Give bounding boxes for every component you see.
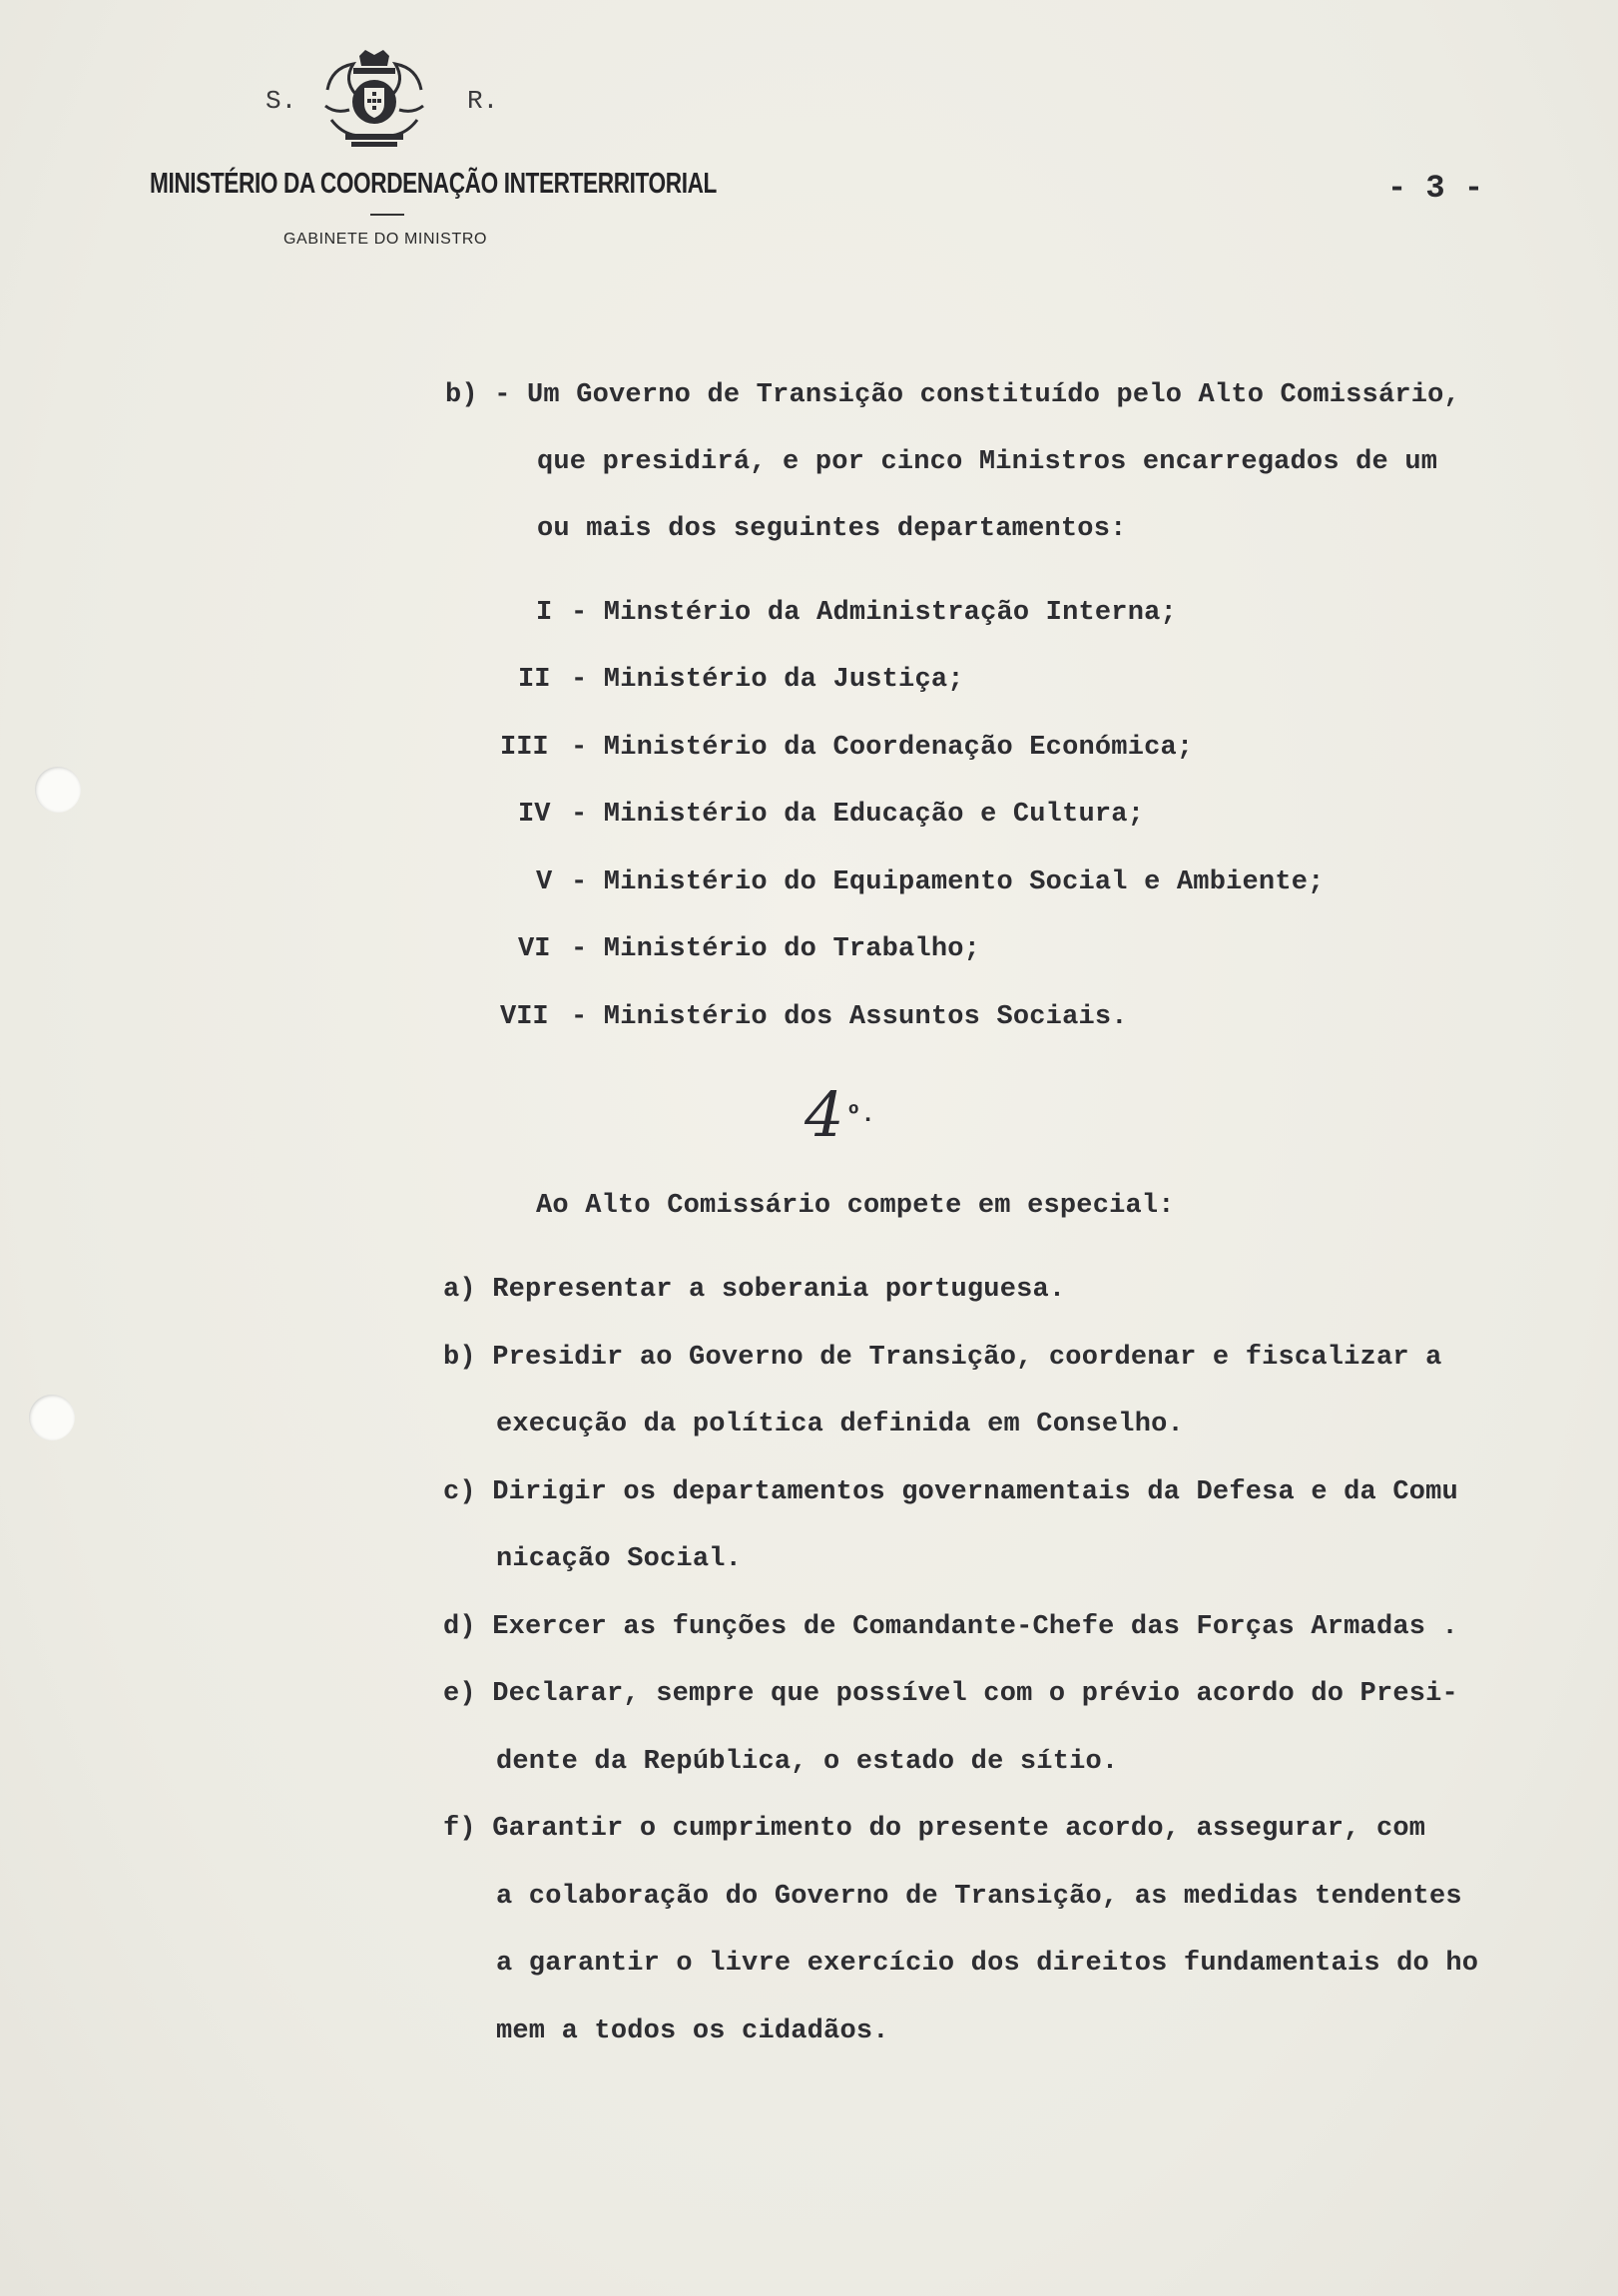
- ministry-numeral: VII: [500, 1002, 549, 1032]
- ministry-numeral: III: [500, 733, 549, 763]
- item-b-line-2: que presidirá, e por cinco Ministros encarregados de um: [537, 447, 1438, 477]
- letterhead-initial-s: S.: [266, 86, 297, 116]
- ministry-numeral: I: [536, 598, 553, 628]
- ministry-item: - Ministério dos Assuntos Sociais.: [571, 1002, 1128, 1032]
- item-b-line-3: ou mais dos seguintes departamentos:: [537, 514, 1127, 544]
- letterhead-divider: [370, 214, 404, 216]
- ministry-item: - Ministério da Educação e Cultura;: [571, 800, 1145, 830]
- power-c-line-1: c) Dirigir os departamentos governamentais da Defesa e da Comu: [443, 1477, 1458, 1507]
- ministry-item: - Ministério do Trabalho;: [571, 934, 981, 964]
- punch-hole: [29, 1395, 75, 1440]
- page-number: - 3 -: [1387, 170, 1484, 207]
- article-number-suffix: º.: [846, 1102, 875, 1129]
- power-d-line-1: d) Exercer as funções de Comandante-Chefe das Forças Armadas .: [443, 1612, 1458, 1642]
- article-number: 4: [805, 1078, 844, 1151]
- ministry-name: MINISTÉRIO DA COORDENAÇÃO INTERTERRITORIAL: [150, 168, 717, 200]
- punch-hole: [35, 767, 81, 813]
- ministry-numeral: II: [518, 665, 551, 695]
- coat-of-arms-icon: [321, 50, 427, 152]
- power-e-line-1: e) Declarar, sempre que possível com o prévio acordo do Presi-: [443, 1679, 1458, 1709]
- letterhead: [150, 50, 717, 260]
- ministry-item: - Ministério da Coordenação Económica;: [571, 733, 1194, 763]
- ministry-item: - Minstério da Administração Interna;: [571, 598, 1177, 628]
- power-a-line-1: a) Representar a soberania portuguesa.: [443, 1275, 1066, 1305]
- ministry-numeral: VI: [518, 934, 551, 964]
- office-name: GABINETE DO MINISTRO: [283, 231, 488, 248]
- power-b-line-1: b) Presidir ao Governo de Transição, coordenar e fiscalizar a: [443, 1343, 1442, 1373]
- article-intro: Ao Alto Comissário compete em especial:: [536, 1191, 1175, 1221]
- ministry-item: - Ministério da Justiça;: [571, 665, 964, 695]
- ministry-numeral: V: [536, 867, 553, 897]
- power-b-line-2: execução da política definida em Conselho.: [496, 1410, 1184, 1439]
- power-f-line-2: a colaboração do Governo de Transição, as medidas tendentes: [496, 1882, 1462, 1912]
- power-e-line-2: dente da República, o estado de sítio.: [496, 1747, 1119, 1777]
- letterhead-initial-r: R.: [467, 86, 499, 116]
- ministry-numeral: IV: [518, 800, 551, 830]
- power-f-line-1: f) Garantir o cumprimento do presente acordo, assegurar, com: [443, 1814, 1426, 1844]
- item-b-line-1: b) - Um Governo de Transição constituído pelo Alto Comissário,: [445, 380, 1460, 410]
- power-f-line-3: a garantir o livre exercício dos direitos fundamentais do ho: [496, 1949, 1479, 1979]
- power-f-line-4: mem a todos os cidadãos.: [496, 2016, 889, 2046]
- ministry-item: - Ministério do Equipamento Social e Ambiente;: [571, 867, 1325, 897]
- power-c-line-2: nicação Social.: [496, 1544, 743, 1574]
